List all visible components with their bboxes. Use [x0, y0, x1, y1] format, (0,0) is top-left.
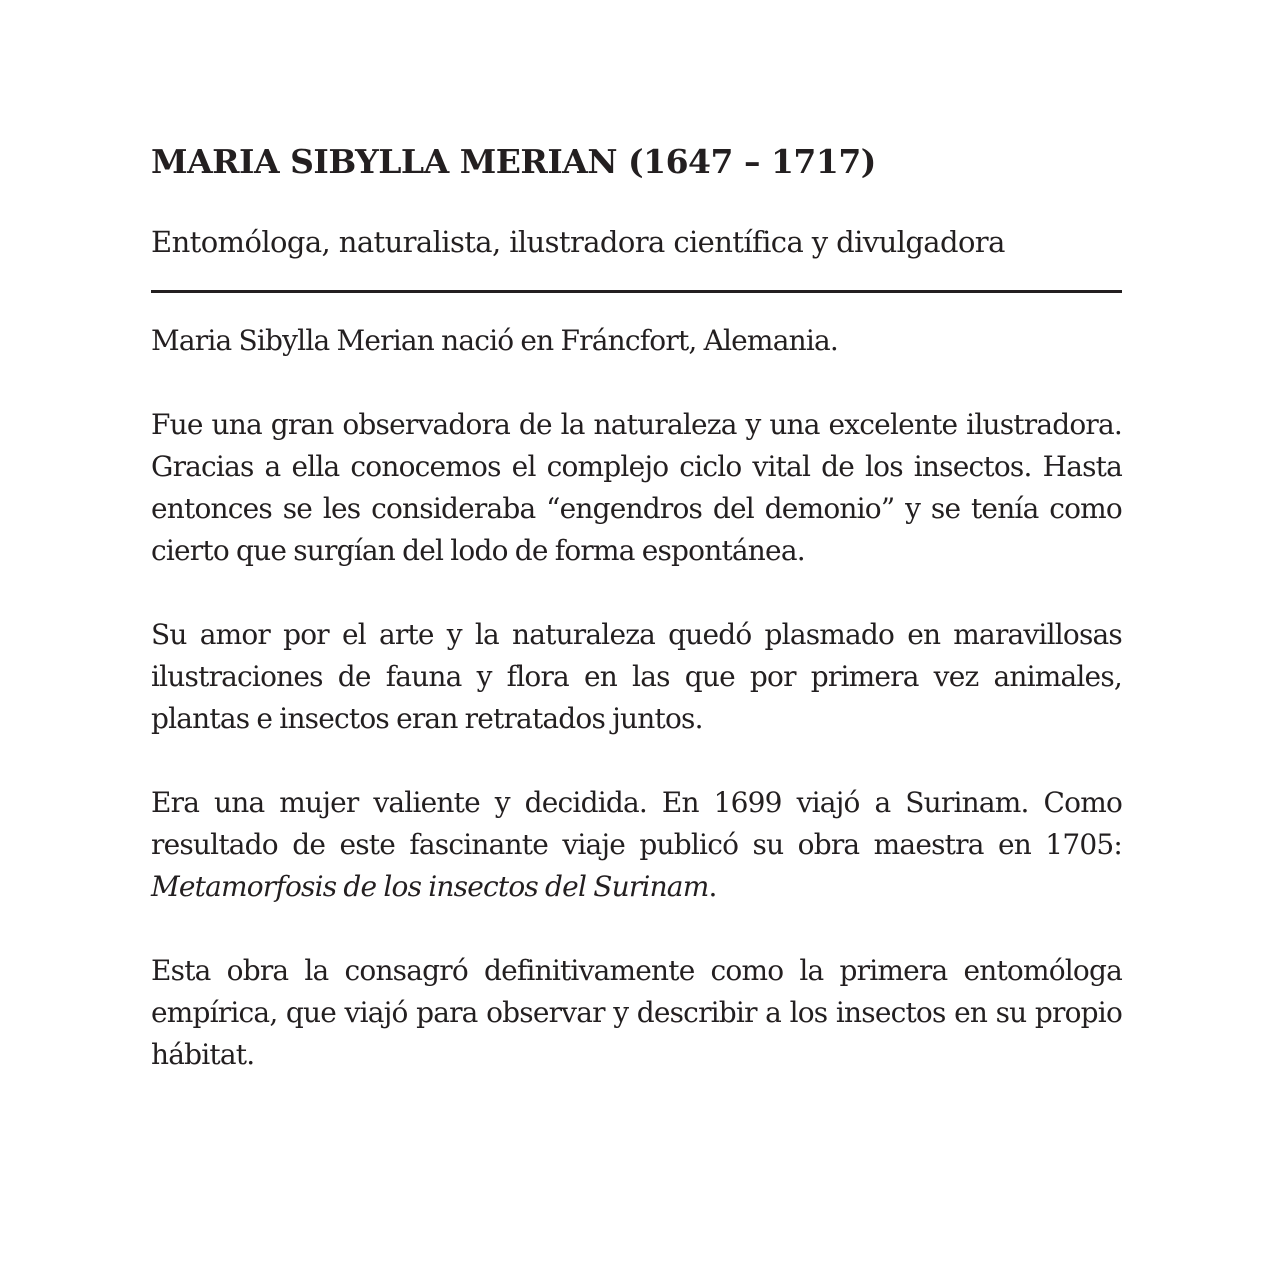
paragraph-surinam-lead: Era una mujer valiente y decidida. En 1699 viajó a Surinam. Como resultado de este fascinante viaje publicó su obra maestra en 1705:: [151, 786, 1122, 861]
book-title: Metamorfosis de los insectos del Surinam: [151, 870, 709, 903]
paragraph-art-nature: Su amor por el arte y la naturaleza quedó plasmado en maravillosas ilustraciones de fauna y flora en las que por primera vez animales, plantas e insectos eran retratados juntos.: [151, 618, 1122, 735]
page-title: MARIA SIBYLLA MERIAN (1647 – 1717): [151, 142, 876, 181]
document-page: [151, 140, 1122, 1076]
page-subtitle: Entomóloga, naturalista, ilustradora científica y divulgadora: [151, 225, 1005, 259]
paragraph-surinam-end: .: [708, 870, 717, 903]
paragraph-observer: Fue una gran observadora de la naturaleza y una excelente ilustradora. Gracias a ella conocemos el complejo ciclo vital de los insectos. Hasta entonces se les consideraba “engendros del demonio” y se tenía como cierto que surgían del lodo de forma espontánea.: [151, 408, 1122, 567]
paragraph-surinam: [151, 782, 1122, 908]
divider-line: [151, 290, 1122, 293]
paragraph-legacy: Esta obra la consagró definitivamente como la primera entomóloga empírica, que viajó para observar y describir a los insectos en su propio hábitat.: [151, 954, 1122, 1071]
paragraph-birthplace: Maria Sibylla Merian nació en Fráncfort, Alemania.: [151, 324, 838, 357]
